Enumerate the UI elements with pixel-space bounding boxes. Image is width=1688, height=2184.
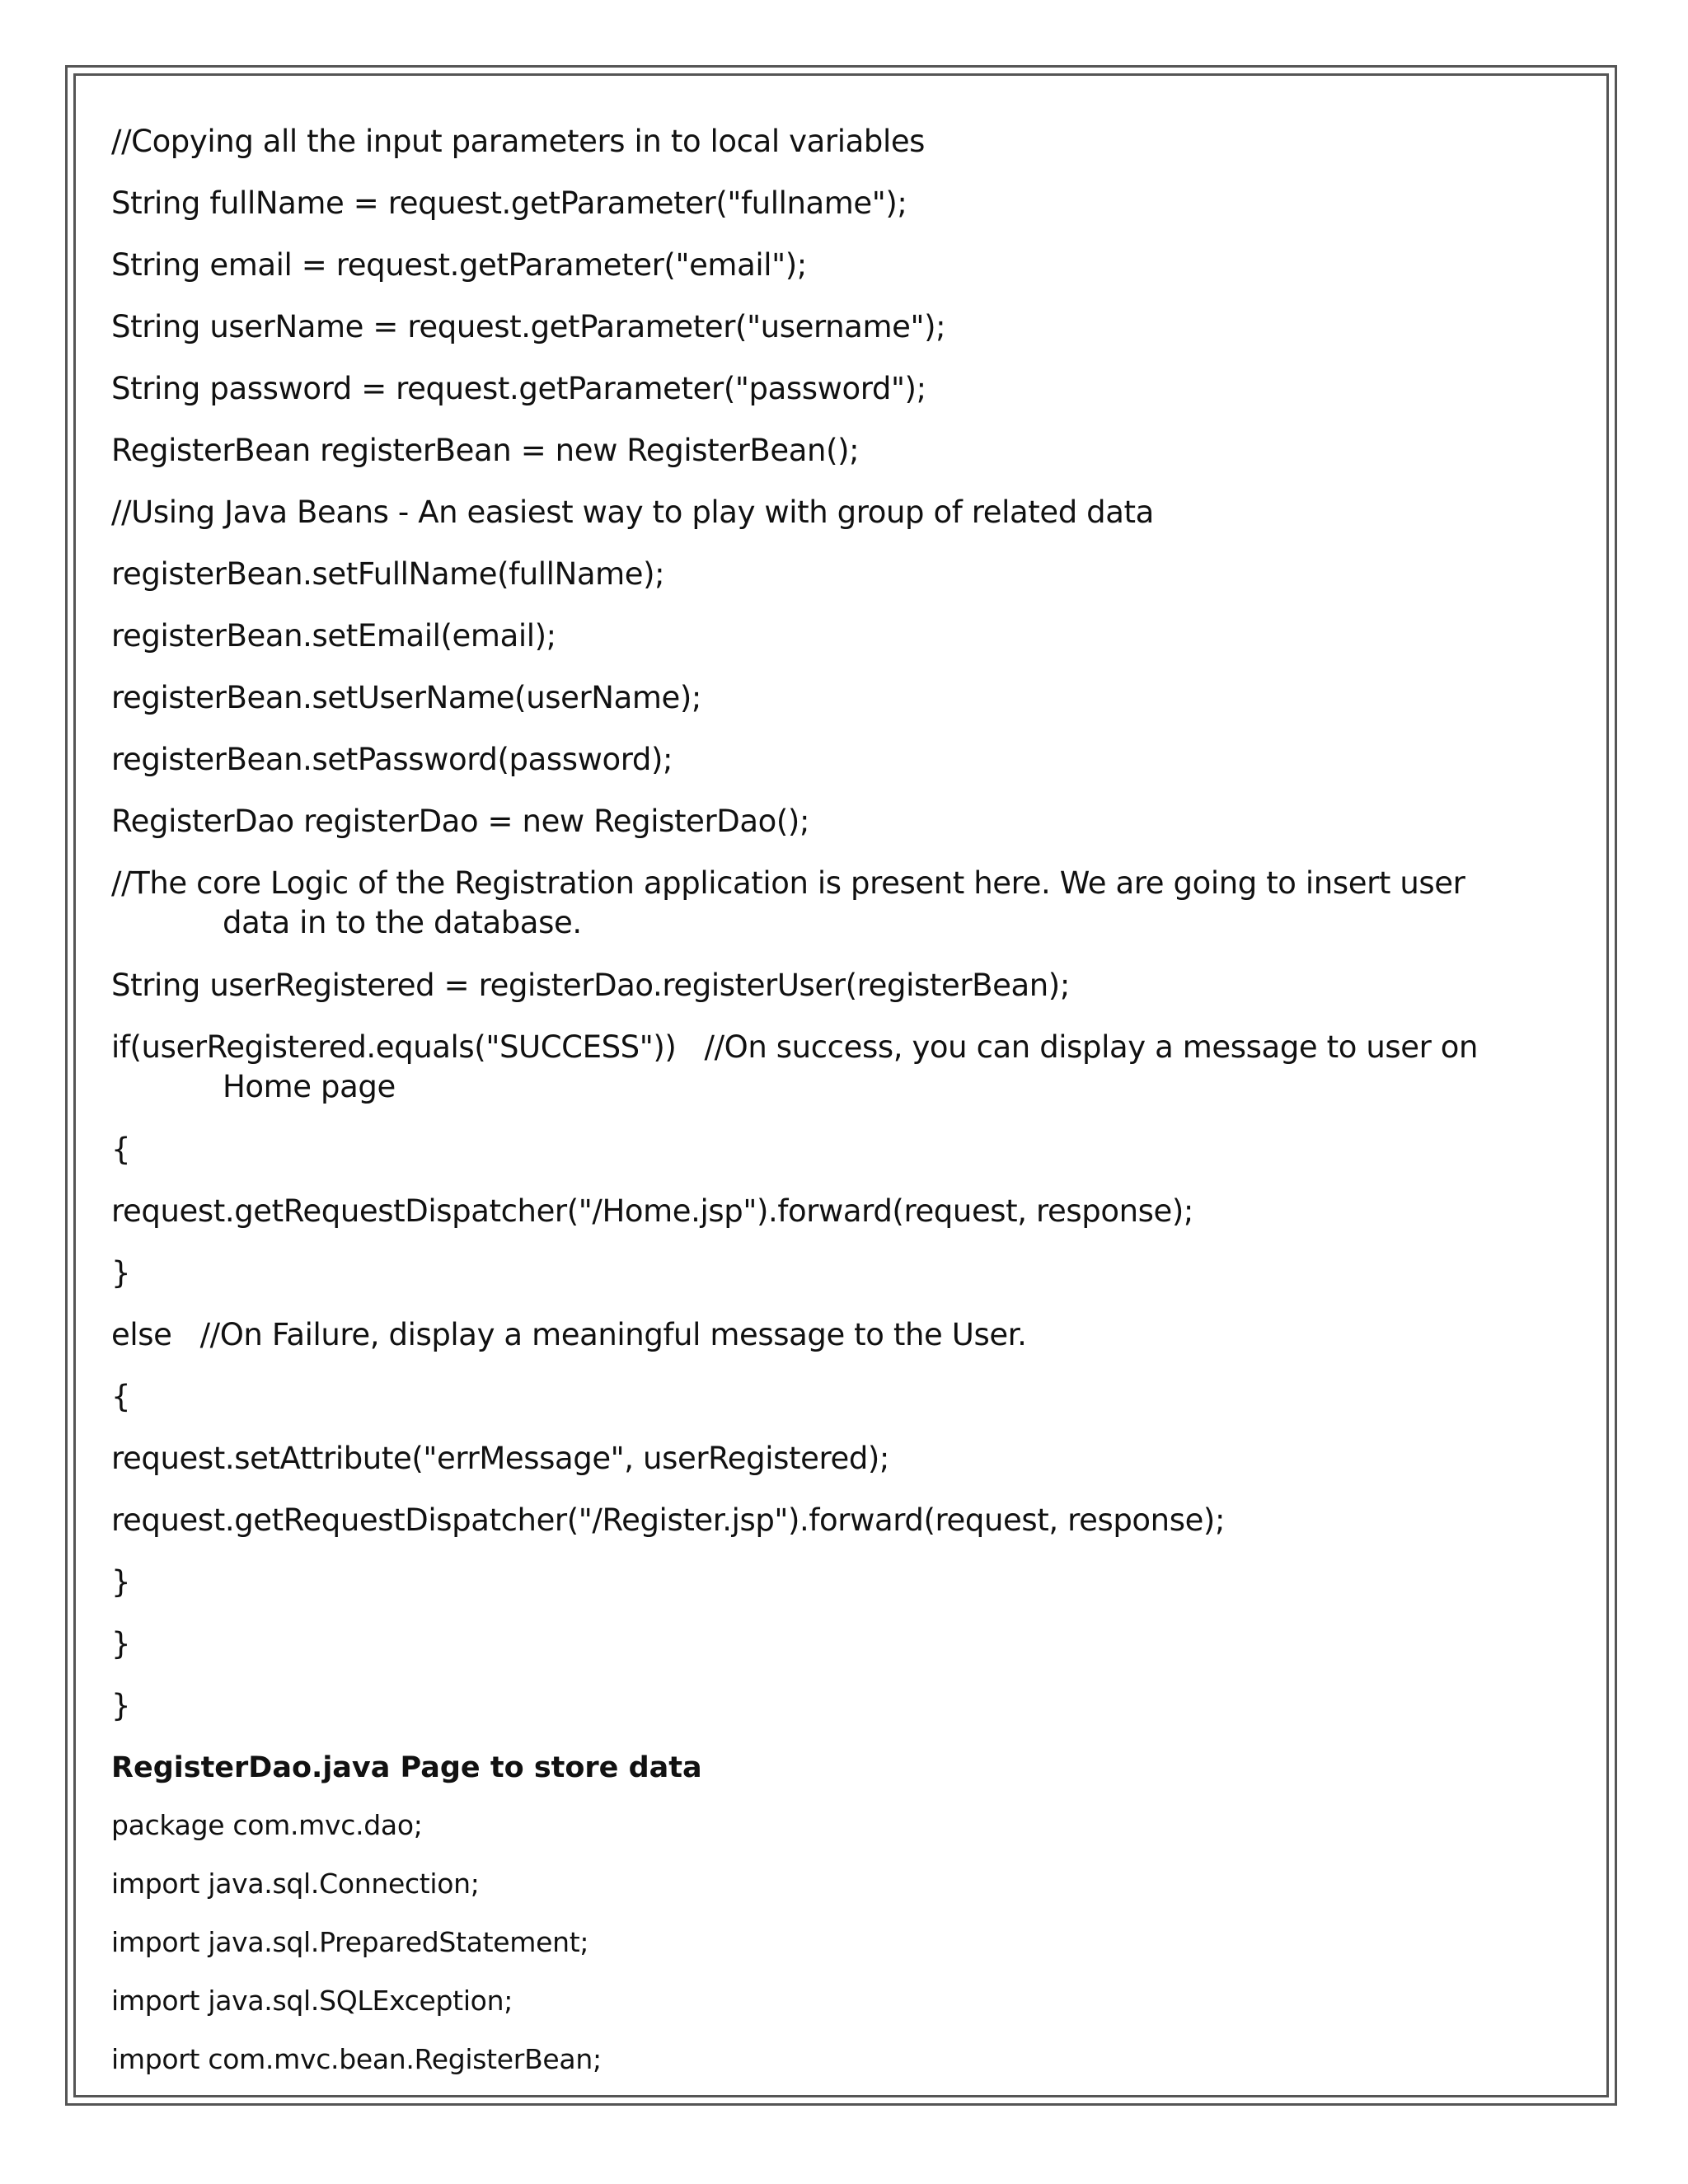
code-brace: } (111, 1564, 131, 1600)
code-line: RegisterDao registerDao = new RegisterDao(); (111, 804, 810, 839)
section-heading: RegisterDao.java Page to store data (111, 1751, 702, 1784)
code-line: //Copying all the input parameters in to local variables (111, 124, 926, 159)
code-line: String password = request.getParameter("password"); (111, 371, 926, 406)
code-line: registerBean.setFullName(fullName); (111, 556, 665, 592)
code-line: String userName = request.getParameter("username"); (111, 309, 946, 344)
code-line: request.setAttribute("errMessage", userRegistered); (111, 1441, 890, 1476)
code-comment-continuation: Home page (223, 1069, 396, 1104)
code-line: registerBean.setEmail(email); (111, 618, 556, 654)
code-else-statement: else //On Failure, display a meaningful message to the User. (111, 1317, 1027, 1352)
code-brace: } (111, 1255, 131, 1291)
code-line: String fullName = request.getParameter("fullname"); (111, 185, 907, 221)
code-brace: { (111, 1379, 131, 1414)
code-brace: } (111, 1626, 131, 1661)
code-line: RegisterBean registerBean = new RegisterBean(); (111, 433, 860, 468)
code-line: request.getRequestDispatcher("/Register.jsp").forward(request, response); (111, 1502, 1226, 1538)
code-comment-first: //The core Logic of the Registration application is present here. We are going to insert user (111, 865, 1465, 901)
code-line: registerBean.setPassword(password); (111, 742, 673, 777)
code-comment-continuation: data in to the database. (223, 905, 582, 940)
code-line: package com.mvc.dao; (111, 1809, 423, 1841)
code-comment (111, 864, 1465, 903)
code-line: import java.sql.Connection; (111, 1868, 480, 1900)
code-line: request.getRequestDispatcher("/Home.jsp").forward(request, response); (111, 1193, 1193, 1229)
code-brace: { (111, 1132, 131, 1167)
code-line: String userRegistered = registerDao.registerUser(registerBean); (111, 968, 1070, 1003)
code-line: import com.mvc.bean.RegisterBean; (111, 2043, 602, 2075)
code-if-statement: if(userRegistered.equals("SUCCESS")) //On success, you can display a message to user on (111, 1029, 1479, 1065)
code-line: String email = request.getParameter("email"); (111, 247, 807, 283)
code-brace: } (111, 1688, 131, 1723)
code-comment: //Using Java Beans - An easiest way to play with group of related data (111, 494, 1154, 530)
code-line: import java.sql.PreparedStatement; (111, 1926, 589, 1958)
code-line: registerBean.setUserName(userName); (111, 680, 701, 715)
code-line: import java.sql.SQLException; (111, 1985, 513, 2017)
